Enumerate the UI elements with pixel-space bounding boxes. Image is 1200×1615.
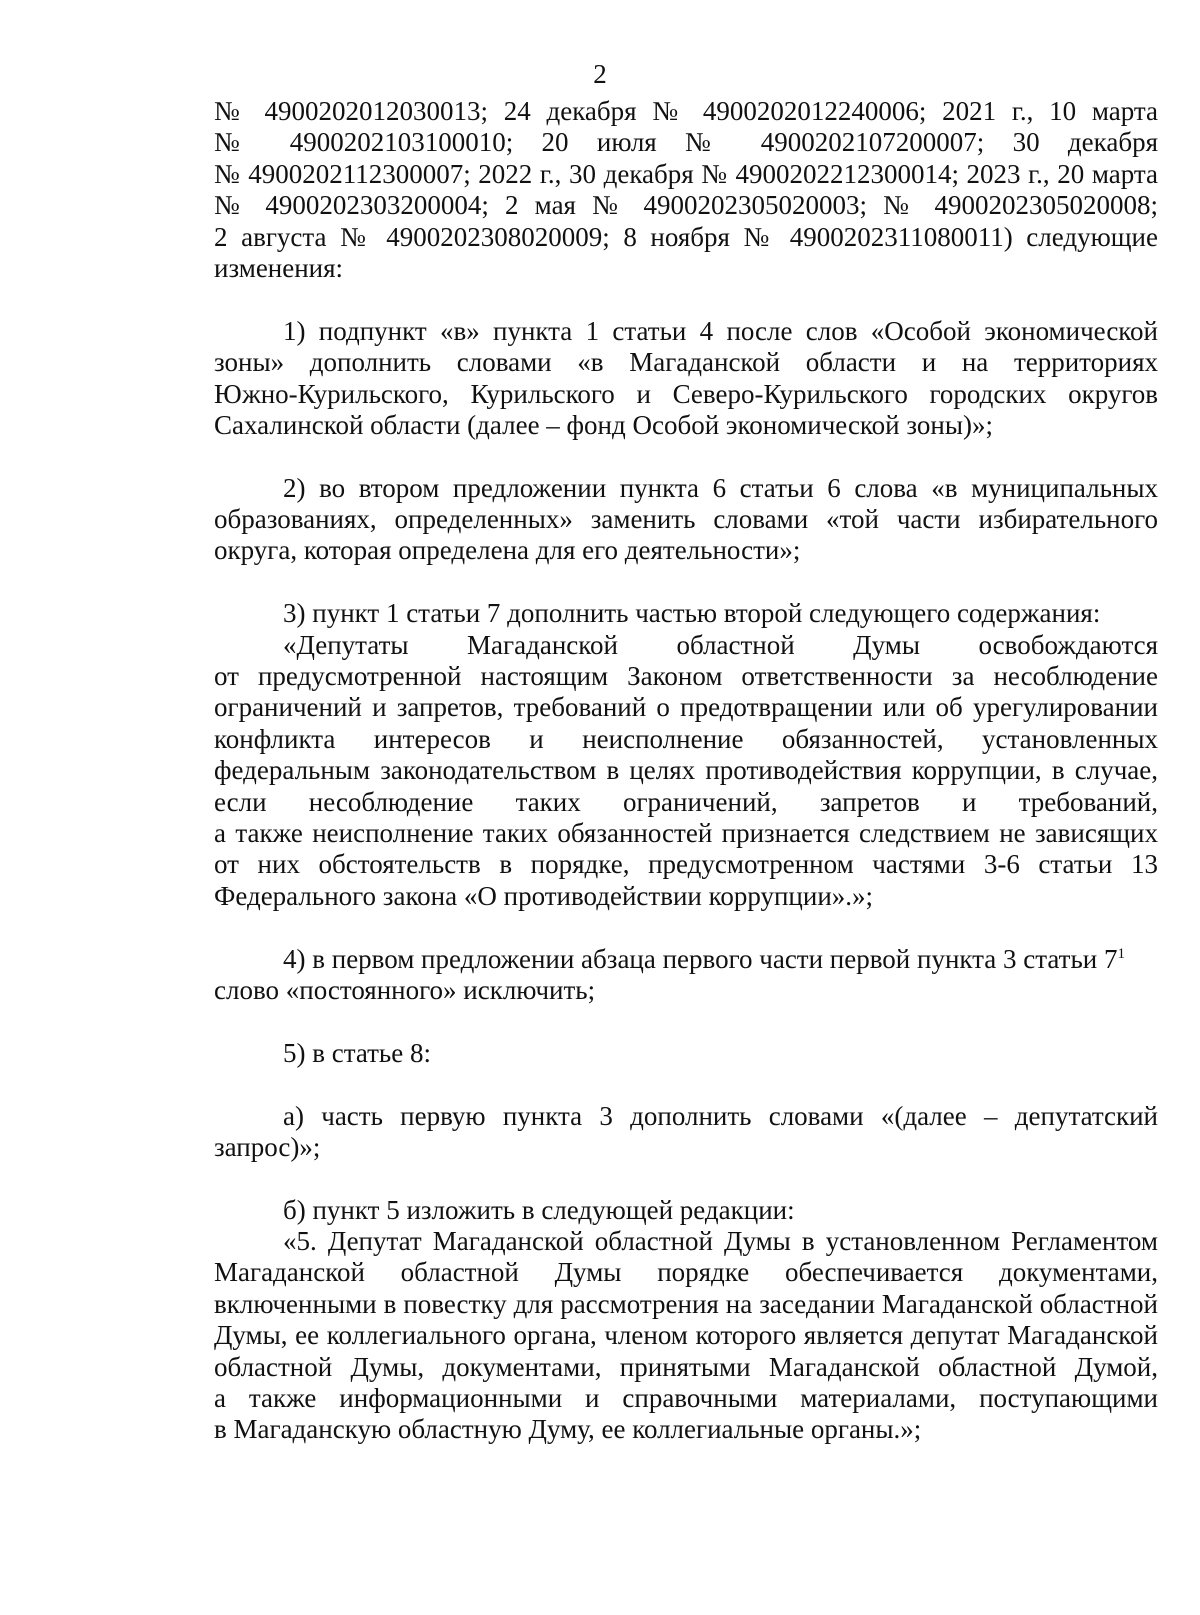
text-line: № 4900202112300007; 2022 г., 30 декабря № 4900202212300014; 2023 г., 20 марта: [214, 158, 1158, 189]
text-line: 2) во втором предложении пункта 6 статьи 6 слова «в муниципальных: [283, 472, 1158, 503]
page-number: 2: [593, 59, 607, 89]
superscript: 1: [1117, 945, 1125, 962]
text-line: б) пункт 5 изложить в следующей редакции:: [283, 1194, 795, 1225]
text-line: Думы, ее коллегиального органа, членом которого является депутат Магаданской: [214, 1320, 1158, 1351]
text-line: включенными в повестку для рассмотрения на заседании Магаданской областной: [214, 1288, 1158, 1319]
text-line: «Депутаты Магаданской областной Думы освобождаются: [283, 629, 1158, 660]
text-line: областной Думы, документами, принятыми Магаданской областной Думой,: [214, 1351, 1158, 1382]
text-line: 1) подпункт «в» пункта 1 статьи 4 после слов «Особой экономической: [283, 315, 1158, 346]
text-line: 2 августа № 4900202308020009; 8 ноября № 4900202311080011) следующие: [214, 221, 1158, 252]
text-span: 4) в первом предложении абзаца первого части первой пункта 3 статьи 7: [283, 943, 1118, 974]
text-line: № 4900202303200004; 2 мая № 4900202305020003; № 4900202305020008;: [214, 190, 1158, 221]
text-line: образованиях, определенных» заменить словами «той части избирательного: [214, 504, 1158, 535]
text-line: от них обстоятельств в порядке, предусмотренном частями 3-6 статьи 13: [214, 849, 1158, 880]
text-line: ограничений и запретов, требований о предотвращении или об урегулировании: [214, 692, 1158, 723]
text-line: федеральным законодательством в целях противодействия коррупции, в случае,: [214, 755, 1158, 786]
text-line: изменения:: [214, 252, 344, 283]
text-line: от предусмотренной настоящим Законом ответственности за несоблюдение: [214, 661, 1158, 692]
text-line: № 4900202103100010; 20 июля № 4900202107200007; 30 декабря: [214, 127, 1158, 158]
text-line: № 4900202012030013; 24 декабря № 4900202012240006; 2021 г., 10 марта: [214, 96, 1158, 126]
text-line: а также неисполнение таких обязанностей признается следствием не зависящих: [214, 817, 1158, 848]
text-line: 3) пункт 1 статьи 7 дополнить частью второй следующего содержания:: [283, 598, 1101, 629]
text-line: Сахалинской области (далее – фонд Особой экономической зоны)»;: [214, 409, 993, 440]
text-line: а) часть первую пункта 3 дополнить словами «(далее – депутатский: [283, 1100, 1158, 1131]
text-line: Магаданской областной Думы порядке обеспечивается документами,: [214, 1257, 1158, 1288]
text-line: если несоблюдение таких ограничений, запретов и требований,: [214, 786, 1158, 817]
text-line: [214, 944, 1158, 975]
text-line: запрос)»;: [214, 1131, 321, 1162]
text-line: Федерального закона «О противодействии коррупции».»;: [214, 880, 874, 911]
text-line: а также информационными и справочными материалами, поступающими: [214, 1383, 1158, 1414]
text-line: Южно-Курильского, Курильского и Северо-Курильского городских округов: [214, 378, 1158, 409]
text-line: округа, которая определена для его деятельности»;: [214, 535, 801, 566]
text-line: «5. Депутат Магаданской областной Думы в установленном Регламентом: [283, 1226, 1158, 1257]
text-line: в Магаданскую областную Думу, ее коллегиальные органы.»;: [214, 1414, 922, 1445]
text-line: зоны» дополнить словами «в Магаданской области и на территориях: [214, 347, 1158, 378]
text-line: конфликта интересов и неисполнение обязанностей, установленных: [214, 723, 1158, 754]
text-line: слово «постоянного» исключить;: [214, 974, 596, 1005]
document-body: [214, 96, 1158, 1446]
text-line: 5) в статье 8:: [283, 1037, 431, 1068]
